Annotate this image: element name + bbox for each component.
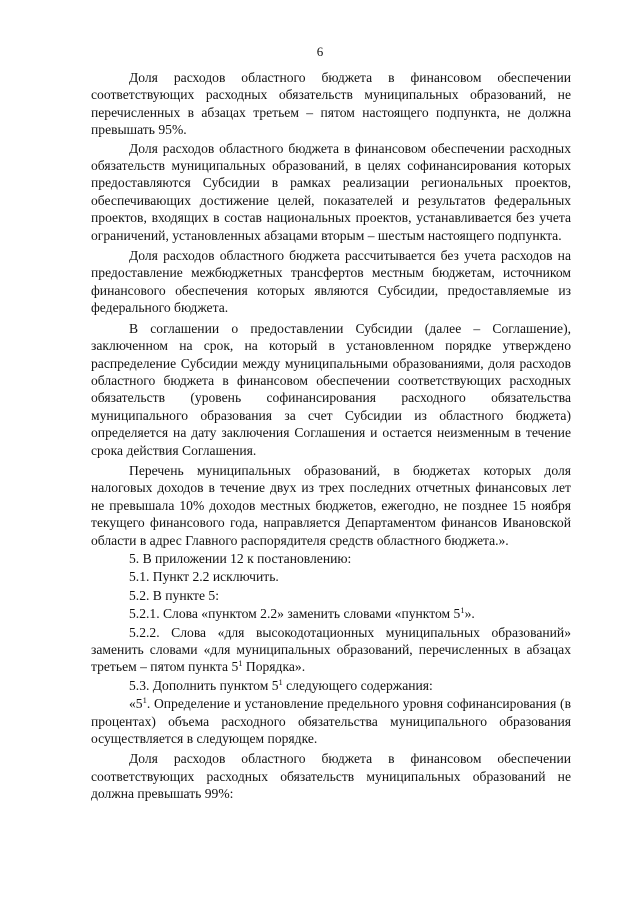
- text-segment: . Определение и установление предельного уровня софинансирования (в процентах) объема расходного обязательства муниципального образования осуществляется в следующем порядке.: [91, 696, 571, 747]
- paragraph-municipality-list: Перечень муниципальных образований, в бюджетах которых доля налоговых доходов в течение двух из трех последних отчетных финансовых лет не превышала 10% доходов местных бюджетов, ежегодно, не позднее 15 ноября текущего финансового года, направляется Департаментом финансов Ивановской области в адрес Главного распорядителя средств областного бюджета.».: [91, 462, 571, 548]
- page-number: 6: [316, 44, 324, 59]
- paragraph-item-5-3: [91, 677, 571, 694]
- paragraph-item-5-2-2: [91, 624, 571, 676]
- text-segment: 5.2.2. Слова «для высокодотационных муниципальных образований» заменить словами «для муниципальных образований, перечисленных в абзацах третьем – пятом пункта 5: [91, 624, 571, 675]
- text-segment: Порядка».: [242, 659, 306, 675]
- paragraph-item-5-2-1: [91, 605, 571, 622]
- paragraph-item-5-2: 5.2. В пункте 5:: [129, 587, 219, 603]
- paragraph-item-5: 5. В приложении 12 к постановлению:: [129, 550, 352, 566]
- superscript: 1: [278, 676, 283, 687]
- text-segment: «5: [129, 696, 143, 712]
- paragraph-item-5-1: 5.1. Пункт 2.2 исключить.: [129, 569, 279, 585]
- text-segment: 5.2.1. Слова «пунктом 2.2» заменить словами «пунктом 5: [129, 606, 461, 622]
- paragraph-share-99: Доля расходов областного бюджета в финансовом обеспечении соответствующих расходных обязательств муниципальных образований не должна превышать 99%:: [91, 751, 571, 802]
- superscript: 1: [142, 695, 147, 706]
- paragraph-calculation-basis: Доля расходов областного бюджета рассчитывается без учета расходов на предоставление межбюджетных трансфертов местным бюджетам, источником финансового обеспечения которых являются Субсидии, предоставляемые из федерального бюджета.: [91, 248, 571, 316]
- paragraph-point-5-1: [91, 695, 571, 747]
- text-segment: 5.3. Дополнить пунктом 5: [129, 677, 279, 693]
- superscript: 1: [238, 658, 243, 669]
- text-segment: ».: [464, 606, 475, 622]
- text-segment: следующего содержания:: [282, 677, 433, 693]
- paragraph-share-95: Доля расходов областного бюджета в финансовом обеспечении соответствующих расходных обязательств муниципальных образований, не перечисленных в абзацах третьем – пятом настоящего подпункта, не должна превышать 95%.: [91, 70, 571, 138]
- paragraph-national-projects: Доля расходов областного бюджета в финансовом обеспечении расходных обязательств муниципальных образований, в целях софинансирования которых предоставляются Субсидии в рамках реализации региональных проектов, обеспечивающих достижение целей, показателей и результатов федеральных проектов, входящих в состав национальных проектов, устанавливается без учета ограничений, установленных абзацами вторым – шестым настоящего подпункта.: [91, 140, 571, 243]
- document-body: [91, 69, 571, 803]
- superscript: 1: [460, 605, 465, 616]
- paragraph-agreement: В соглашении о предоставлении Субсидии (далее – Соглашение), заключенном на срок, на который в установленном порядке утверждено распределение Субсидии между муниципальными образованиями, доля расходов областного бюджета в финансовом обеспечении соответствующих расходных обязательств (уровень софинансирования расходного обязательства муниципального образования за счет Субсидии из областного бюджета) определяется на дату заключения Соглашения и остается неизменным в течение срока действия Соглашения.: [91, 320, 571, 458]
